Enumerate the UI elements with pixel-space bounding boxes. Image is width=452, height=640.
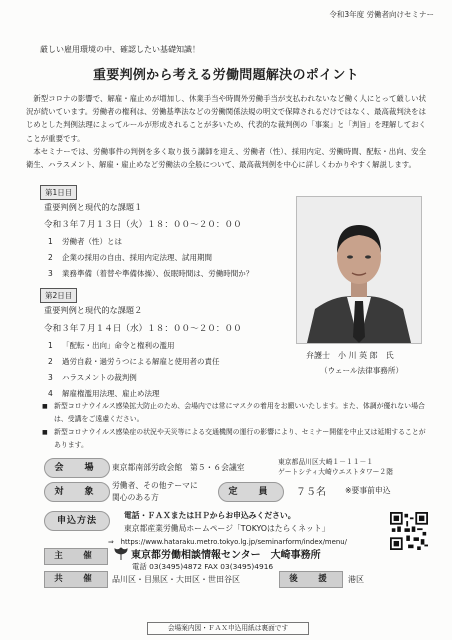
apply-label: 申込方法: [44, 511, 110, 531]
target-label: 対 象: [44, 482, 110, 502]
day2-item-2: 2 過労自殺・過労うつによる解雇と使用者の責任: [48, 357, 220, 366]
support-text: 港区: [348, 575, 364, 584]
capacity-label: 定 員: [218, 482, 284, 502]
fiscal-year-label: 令和3年度 労働者向けセミナー: [329, 10, 434, 19]
venue-address-2: ゲートシティ大崎ウエストタワー２階: [278, 468, 394, 476]
day1-item-3: 3 業務準備（着替や準備体操）、仮眠時間は、労働時間か？: [48, 269, 254, 278]
footer-note: 会場案内図・ＦＡＸ申込用紙は裏面です: [147, 622, 309, 635]
cohost-label: 共 催: [44, 571, 108, 588]
speaker-name: 弁護士 小 川 英 郎 氏: [306, 351, 394, 360]
day2-item-4: 4 解雇権濫用法理、雇止め法理: [48, 389, 160, 398]
intro-text: [26, 92, 426, 171]
day1-date: 令和３年７月１３日（火）１８：００～２０：００: [44, 220, 242, 230]
support-label: 後 援: [279, 571, 343, 588]
ginkgo-logo-icon: [114, 547, 128, 561]
apply-url[interactable]: ⇒ https://www.hataraku.metro.tokyo.lg.jp/seminarform/index/menu/: [108, 538, 347, 546]
note-cancellation: ■ 新型コロナウイルス感染症の状況や天災等による交通機関の運行の影響により、セミナー開催を中止又は延期することがあります。: [42, 426, 430, 452]
capacity-value: ７５名: [296, 487, 326, 498]
venue-address-1: 東京都品川区大崎１－１１－１: [278, 458, 374, 466]
host-contact: 電話 03(3495)4872 FAX 03(3495)4916: [132, 562, 274, 571]
day1-item-2: 2 企業の採用の自由、採用内定法理、試用期間: [48, 253, 212, 262]
cohost-text: 品川区・目黒区・大田区・世田谷区: [112, 575, 240, 584]
intro-paragraph-1: 新型コロナの影響で、解雇・雇止めが増加し、休業手当や時間外労働手当が支払われないなど働く人にとって厳しい状況が続いています。労働者の権利は、労働基準法などの労働関係法規の明文で保障されるだけではなく、最高裁判決をはじめとした判例法理によってルールが形成されることが多いため、代表的な裁判例の「事案」と「判旨」を理解しておくことが重要です。: [26, 94, 426, 143]
apply-line-1: 電話・ＦＡＸまたはＨＰからお申込みください。: [124, 511, 296, 520]
page-title: 重要判例から考える労働問題解決のポイント: [92, 68, 359, 83]
day1-label: 第1日目: [40, 185, 77, 200]
target-line-2: 関心のある方: [112, 493, 159, 502]
host-label: 主 催: [44, 548, 108, 565]
venue-text: 東京都南部労政会館 第５・６会議室: [112, 463, 245, 472]
note-mask: ■ 新型コロナウイルス感染拡大防止のため、会場内では常にマスクの着用をお願いいたします。また、体調が優れない場合は、受講をご遠慮ください。: [42, 400, 430, 426]
day2-session-title: 重要判例と現代的な課題２: [44, 305, 143, 315]
target-line-1: 労働者、その他テーマに: [112, 481, 198, 490]
host-name: 東京都労働相談情報センター 大崎事務所: [131, 550, 321, 561]
day1-item-1: 1 労働者（性）とは: [48, 237, 122, 246]
subtitle: 厳しい雇用環境の中、確認したい基礎知識！: [40, 45, 200, 54]
day2-label: 第2日目: [40, 288, 77, 303]
speaker-photo: [296, 196, 422, 344]
capacity-note: ※要事前申込: [345, 486, 391, 495]
apply-line-2: 東京都産業労働局ホームページ「TOKYOはたらくネット」: [124, 524, 330, 533]
venue-label: 会 場: [44, 458, 110, 478]
notes: [42, 400, 430, 452]
day2-date: 令和３年７月１４日（水）１８：００～２０：００: [44, 324, 242, 334]
speaker-firm: （ウェール法律事務所）: [320, 366, 404, 375]
day2-item-1: 1 「配転・出向」命令と権利の濫用: [48, 341, 175, 350]
day1-session-title: 重要判例と現代的な課題１: [44, 202, 143, 212]
intro-paragraph-2: 本セミナーでは、労働事件の判例を多く取り扱う講師を迎え、労働者（性）、採用内定、労働時間、配転・出向、安全衛生、ハラスメント、解雇・雇止めなど労働法の全般について、最高裁判例を中心に詳しくわかりやすく解説します。: [26, 146, 426, 170]
speaker-portrait-icon: [297, 197, 421, 343]
day2-item-3: 3 ハラスメントの裁判例: [48, 373, 137, 382]
qr-code-icon: [390, 512, 428, 550]
